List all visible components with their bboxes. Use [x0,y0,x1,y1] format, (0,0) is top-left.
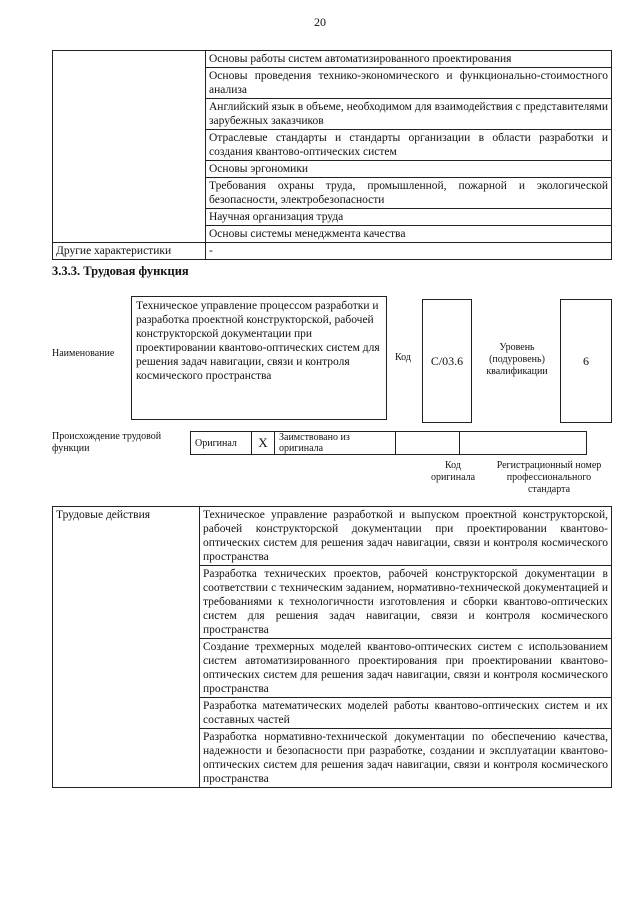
knowledge-item: Требования охраны труда, промышленной, пожарной и экологической безопасности, электробезопасности [206,178,612,209]
table-row [53,68,612,99]
labor-actions-label: Трудовые действия [53,507,200,566]
knowledge-item: Основы проведения технико-экономического и функционально-стоимостного анализа [206,68,612,99]
knowledge-item: Основы работы систем автоматизированного проектирования [206,51,612,68]
other-characteristics-value: - [206,243,612,260]
original-code-cell [396,432,460,455]
table-row [191,432,587,455]
labor-actions-table [52,506,612,788]
table-row [53,161,612,178]
name-label: Наименование [52,348,115,359]
knowledge-label-cell [53,51,206,68]
knowledge-item: Основы эргономики [206,161,612,178]
table-row [53,729,612,788]
table-row [53,226,612,243]
page-number: 20 [314,15,326,29]
table-row [53,130,612,161]
code-label: Код [395,352,411,363]
function-name-box: Техническое управление процессом разработки и разработка проектной конструкторской, рабочей конструкторской документации при проектировании квантово-оптических систем для решения задач навигации, связи и контроля космического пространства [131,296,387,420]
borrowed-label: Заимствовано из оригинала [275,432,396,455]
table-row [53,243,612,260]
registration-number-caption: Регистрационный номер профессионального стандарта [496,460,602,495]
origin-table [190,431,587,455]
table-row [53,209,612,226]
registration-number-cell [460,432,587,455]
other-characteristics-label: Другие характеристики [53,243,206,260]
knowledge-item: Основы системы менеджмента качества [206,226,612,243]
original-mark: X [252,432,275,455]
origin-label: Происхождение трудовой функции [52,431,162,454]
labor-action-item: Техническое управление разработкой и выпуском проектной конструкторской, рабочей конструкторской документации при проектировании квантово-оптических систем для решения задач навигации, связи и контроля космического пространства [200,507,612,566]
knowledge-item: Английский язык в объеме, необходимом для взаимодействия с представителями зарубежных заказчиков [206,99,612,130]
qualification-level-label: Уровень (подуровень) квалификации [486,342,548,377]
table-row [53,639,612,698]
labor-action-item: Разработка технических проектов, рабочей конструкторской документации в соответствии с техническим заданием, нормативно-технической документацией и требованиями к технологичности изготовления и сборки квантово-оптических систем для решения задач навигации, связи и контроля космического пространства [200,566,612,639]
knowledge-table [52,50,612,260]
table-row [53,507,612,566]
code-value-box [422,299,472,423]
labor-action-item: Создание трехмерных моделей квантово-оптических систем с использованием систем автоматизированного проектирования при проектировании квантово-оптических систем для решения задач навигации, связи и контроля космического пространства [200,639,612,698]
table-row [53,99,612,130]
original-code-caption: Код оригинала [430,460,476,483]
table-row [53,178,612,209]
knowledge-item: Научная организация труда [206,209,612,226]
qualification-level-box [560,299,612,423]
qualification-level-value: 6 [583,353,589,368]
labor-action-item: Разработка нормативно-технической документации по обеспечению качества, надежности и безопасности при разработке, создании и эксплуатации квантово-оптических систем для решения задач навигации, связи и контроля космического пространства [200,729,612,788]
section-title: 3.3.3. Трудовая функция [52,264,189,278]
code-value: C/03.6 [430,353,464,368]
labor-action-item: Разработка математических моделей работы квантово-оптических систем и их составных частей [200,698,612,729]
knowledge-item: Отраслевые стандарты и стандарты организации в области разработки и создания квантово-оптических систем [206,130,612,161]
table-row [53,566,612,639]
table-row [53,51,612,68]
table-row [53,698,612,729]
original-label: Оригинал [191,432,252,455]
